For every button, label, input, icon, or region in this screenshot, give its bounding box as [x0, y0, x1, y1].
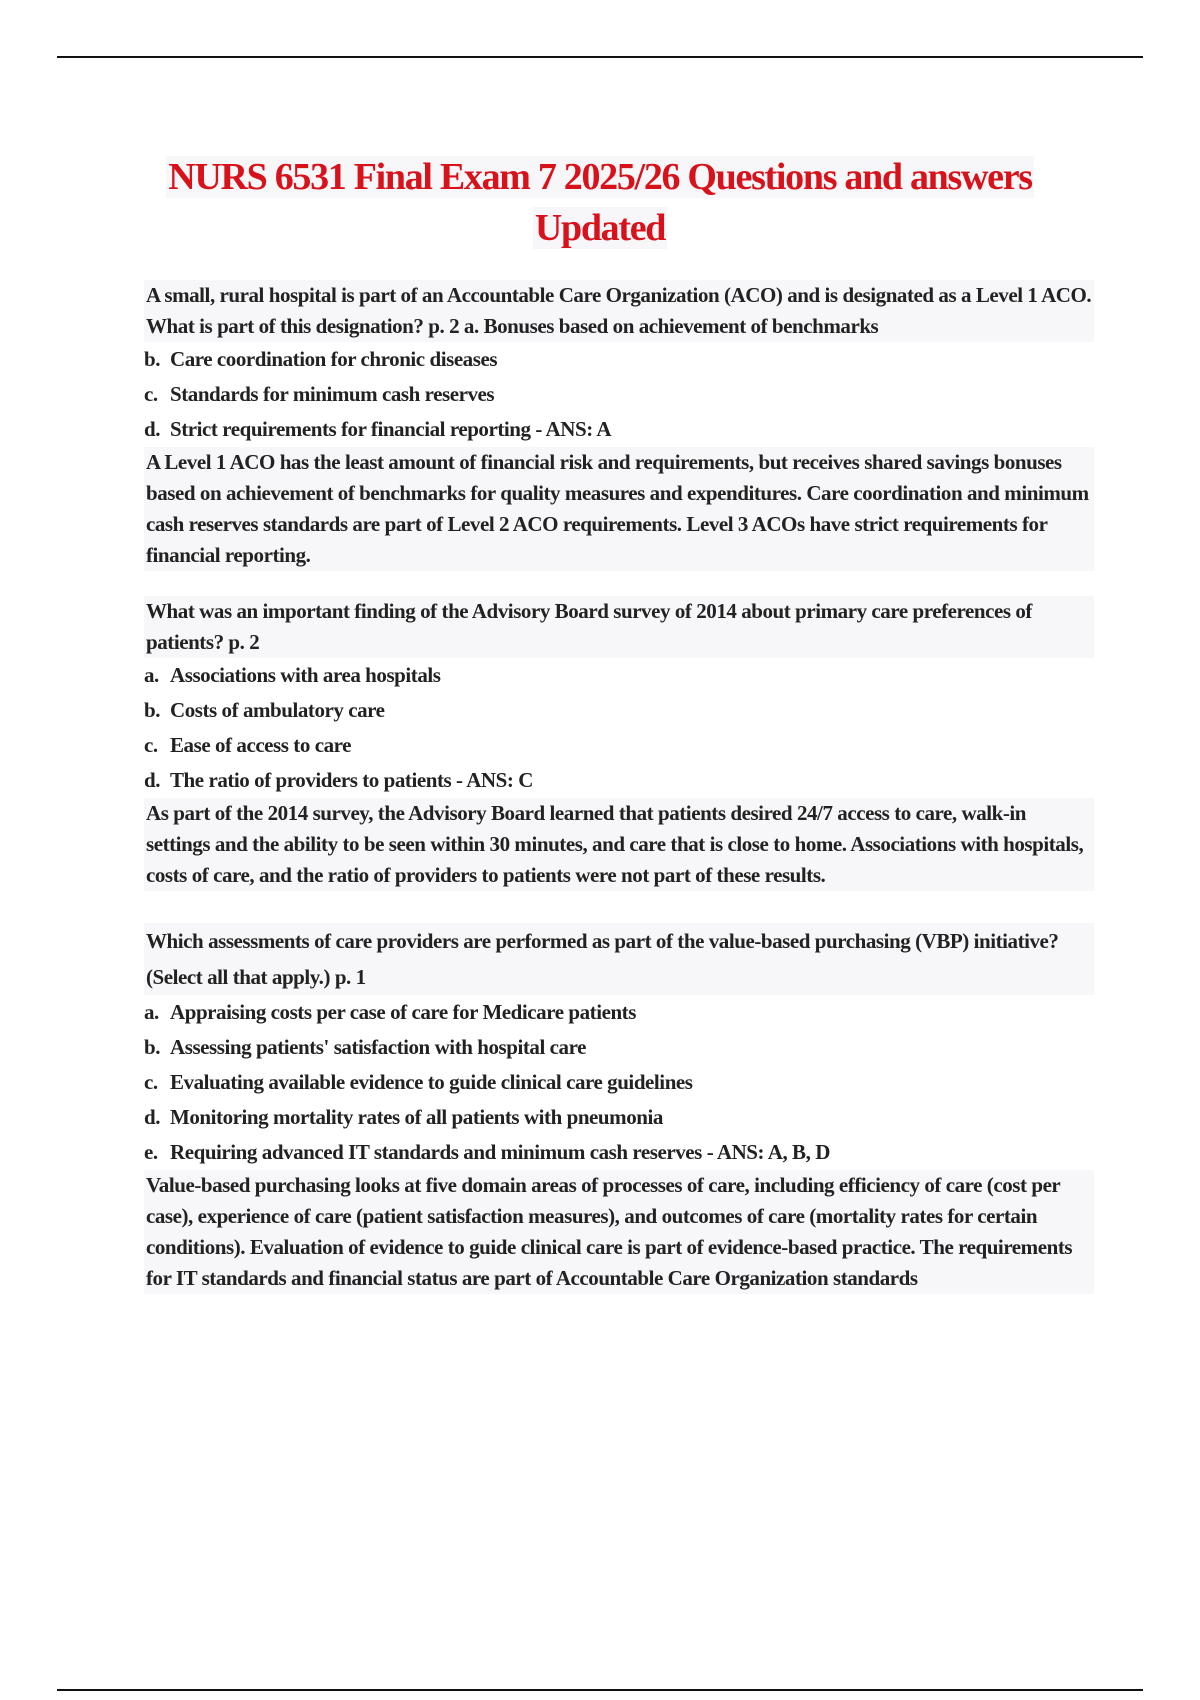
answer-rationale: A Level 1 ACO has the least amount of financial risk and requirements, but receives shared savings bonuses based on achievement of benchmarks for quality measures and expenditures. Care coordination and minimum cash reserves standards are part of Level 2 ACO requirements. Level 3 ACOs have strict requirements for financial reporting. [144, 447, 1094, 571]
option-letter: c. [144, 1070, 158, 1094]
answer-option [144, 412, 1094, 447]
answer-option [144, 995, 1094, 1030]
document-body [144, 280, 1094, 1294]
title-line-1: NURS 6531 Final Exam 7 2025/26 Questions and answers [168, 156, 1032, 198]
answer-option [144, 1030, 1094, 1065]
option-text: Requiring advanced IT standards and minimum cash reserves - ANS: A, B, D [170, 1140, 830, 1164]
option-text: Evaluating available evidence to guide clinical care guidelines [170, 1070, 693, 1094]
answer-option [144, 658, 1094, 693]
document-title [100, 152, 1100, 254]
option-text: Care coordination for chronic diseases [170, 347, 498, 371]
answer-option [144, 342, 1094, 377]
option-letter: a. [144, 1000, 159, 1024]
option-text: The ratio of providers to patients - ANS: C [170, 768, 533, 792]
option-letter: c. [144, 382, 158, 406]
title-line-2: Updated [534, 207, 666, 249]
option-text: Associations with area hospitals [170, 663, 441, 687]
option-text: Standards for minimum cash reserves [170, 382, 495, 406]
option-letter: c. [144, 733, 158, 757]
question-block-3 [144, 923, 1094, 1294]
option-letter: d. [144, 1105, 161, 1129]
answer-option [144, 1135, 1094, 1170]
option-letter: b. [144, 698, 161, 722]
option-letter: e. [144, 1140, 158, 1164]
answer-option [144, 763, 1094, 798]
question-block-2 [144, 596, 1094, 891]
answer-option [144, 728, 1094, 763]
spacer [144, 891, 1094, 923]
answer-option [144, 1065, 1094, 1100]
option-letter: b. [144, 347, 161, 371]
answer-rationale: Value-based purchasing looks at five domain areas of processes of care, including efficiency of care (cost per case), experience of care (patient satisfaction measures), and outcomes of care (mortality rates for certain conditions). Evaluation of evidence to guide clinical care is part of evidence-based practice. The requirements for IT standards and financial status are part of Accountable Care Organization standards [144, 1170, 1094, 1294]
question-block-1 [144, 280, 1094, 571]
answer-rationale: As part of the 2014 survey, the Advisory Board learned that patients desired 24/7 access to care, walk-in settings and the ability to be seen within 30 minutes, and care that is close to home. Associations with hospitals, costs of care, and the ratio of providers to patients were not part of these results. [144, 798, 1094, 891]
option-text: Strict requirements for financial reporting - ANS: A [170, 417, 612, 441]
option-letter: d. [144, 417, 161, 441]
option-text: Monitoring mortality rates of all patients with pneumonia [170, 1105, 663, 1129]
option-letter: b. [144, 1035, 161, 1059]
question-stem: Which assessments of care providers are performed as part of the value-based purchasing (VBP) initiative? (Select all that apply.) p. 1 [144, 923, 1094, 995]
option-text: Ease of access to care [170, 733, 351, 757]
top-rule [57, 56, 1143, 58]
option-text: Assessing patients' satisfaction with hospital care [170, 1035, 586, 1059]
answer-option [144, 1100, 1094, 1135]
option-text: Appraising costs per case of care for Medicare patients [170, 1000, 636, 1024]
option-text: Costs of ambulatory care [170, 698, 385, 722]
question-stem: A small, rural hospital is part of an Accountable Care Organization (ACO) and is designated as a Level 1 ACO. What is part of this designation? p. 2 a. Bonuses based on achievement of benchmarks [144, 280, 1094, 342]
question-stem: What was an important finding of the Advisory Board survey of 2014 about primary care preferences of patients? p. 2 [144, 596, 1094, 658]
answer-option [144, 693, 1094, 728]
option-letter: d. [144, 768, 161, 792]
option-letter: a. [144, 663, 159, 687]
bottom-rule [57, 1689, 1143, 1691]
spacer [144, 571, 1094, 596]
answer-option [144, 377, 1094, 412]
